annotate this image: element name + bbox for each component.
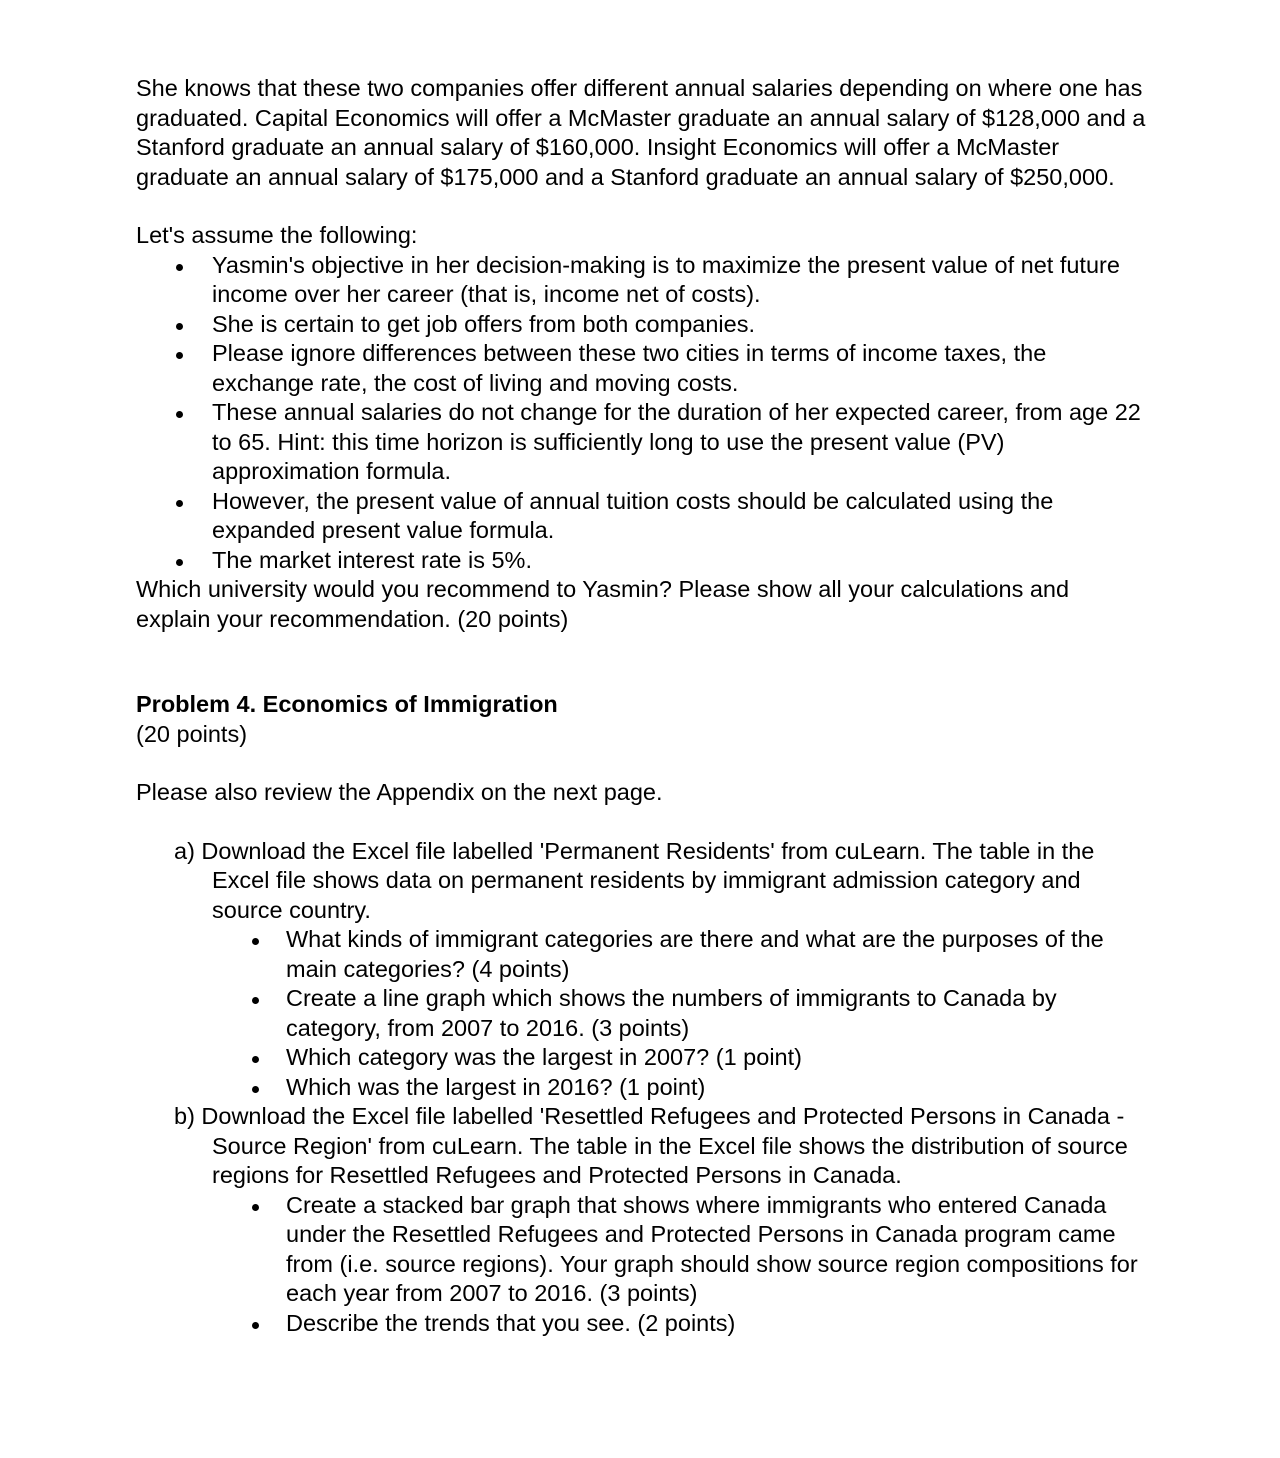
part-a-item: What kinds of immigrant categories are there and what are the purposes of the main categories? (4 points) [136,925,1146,984]
assumption-item: The market interest rate is 5%. [136,546,1146,576]
assumption-item: Please ignore differences between these two cities in terms of income taxes, the exchange rate, the cost of living and moving costs. [136,339,1146,398]
assumption-item: Yasmin's objective in her decision-making is to maximize the present value of net future income over her career (that is, income net of costs). [136,251,1146,310]
assumptions-intro: Let's assume the following: [136,222,418,248]
problem-4-title: Problem 4. Economics of Immigration [136,691,558,717]
part-b-text: b) Download the Excel file labelled 'Resettled Refugees and Protected Persons in Canada - Source Region' from cuLearn. The table in the Excel file shows the distribution of source regions for Resettled Refugees and Protected Persons in Canada. [174,1103,1128,1188]
part-a-item: Create a line graph which shows the numbers of immigrants to Canada by category, from 2007 to 2016. (3 points) [136,984,1146,1043]
intro-paragraph: She knows that these two companies offer different annual salaries depending on where one has graduated. Capital Economics will offer a McMaster graduate an annual salary of $128,000 and a Stanford graduate an annual salary of $160,000. Insight Economics will offer a McMaster graduate an annual salary of $175,000 and a Stanford graduate an annual salary of $250,000. [136,75,1146,190]
assumptions-list [136,251,1146,576]
part-b-item: Create a stacked bar graph that shows where immigrants who entered Canada under the Resettled Refugees and Protected Persons in Canada program came from (i.e. source regions). Your graph should show source region compositions for each year from 2007 to 2016. (3 points) [136,1191,1146,1309]
appendix-note: Please also review the Appendix on the next page. [136,779,663,805]
part-a-item: Which was the largest in 2016? (1 point) [136,1073,1146,1103]
part-a-list [136,925,1146,1102]
assumption-item: These annual salaries do not change for the duration of her expected career, from age 22 to 65. Hint: this time horizon is sufficiently long to use the present value (PV) approximation formula. [136,398,1146,487]
part-a-item: Which category was the largest in 2007? (1 point) [136,1043,1146,1073]
assumption-item: She is certain to get job offers from both companies. [136,310,1146,340]
assumption-item: However, the present value of annual tuition costs should be calculated using the expanded present value formula. [136,487,1146,546]
part-b-list [136,1191,1146,1339]
part-a-text: a) Download the Excel file labelled 'Permanent Residents' from cuLearn. The table in the Excel file shows data on permanent residents by immigrant admission category and source country. [174,837,1095,923]
recommendation-question: Which university would you recommend to Yasmin? Please show all your calculations and explain your recommendation. (20 points) [136,576,1070,632]
problem-4-points: (20 points) [136,720,248,747]
part-b-item: Describe the trends that you see. (2 points) [136,1309,1146,1339]
document-page [136,74,1146,1338]
